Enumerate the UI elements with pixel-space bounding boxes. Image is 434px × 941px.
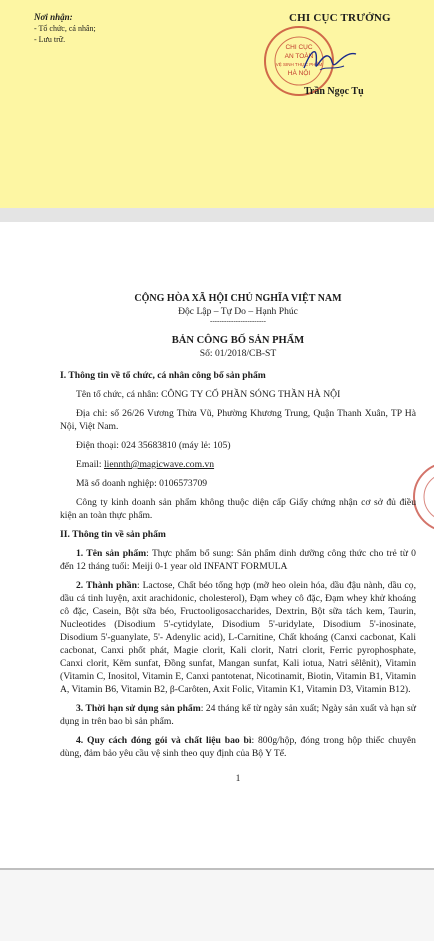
- signature: [300, 40, 360, 80]
- motto: Độc Lập – Tự Do – Hạnh Phúc: [178, 306, 298, 317]
- stamp-line: AN TOÀN: [284, 53, 314, 60]
- stamp-line: VỆ SINH THỰC PHẨM: [275, 62, 323, 67]
- section1-heading: I. Thông tin về tổ chức, cá nhân công bố sản phẩm: [60, 370, 266, 381]
- product-shelf-life: 3. Thời hạn sử dụng sản phẩm: 24 tháng kể từ ngày sản xuất; Ngày sản xuất và hạn sử dụng in trên bao bì sản phẩm.: [60, 703, 416, 727]
- org-email: [60, 458, 416, 471]
- recipients-block: [34, 12, 96, 45]
- recipients-title: Nơi nhận:: [34, 12, 73, 22]
- business-note: Công ty kinh doanh sản phẩm không thuộc diện cấp Giấy chứng nhận cơ sở đủ điều kiện an toàn thực phẩm.: [60, 497, 416, 521]
- chief-title: CHI CỤC TRƯỞNG: [289, 12, 391, 24]
- business-code: Mã số doanh nghiệp: 0106573709: [76, 478, 208, 489]
- nation-heading: CỘNG HÒA XÃ HỘI CHỦ NGHĨA VIỆT NAM: [134, 293, 342, 304]
- page-gap: [0, 208, 434, 222]
- org-name: Tên tổ chức, cá nhân: CÔNG TY CỔ PHẦN SÓNG THẦN HÀ NỘI: [76, 389, 341, 400]
- org-phone: Điện thoại: 024 35683810 (máy lẻ: 105): [76, 440, 231, 451]
- section2-heading: II. Thông tin về sản phẩm: [60, 529, 166, 540]
- document-number: Số: 01/2018/CB-ST: [199, 348, 277, 359]
- next-page-start: [0, 870, 434, 941]
- product-name: 1. Tên sản phẩm: Thực phẩm bổ sung: Sản phẩm dinh dưỡng công thức cho trẻ từ 0 đến 12 tháng tuổi: Meiji 0-1 year old INFANT FORMULA: [60, 548, 416, 572]
- product-packaging: 4. Quy cách đóng gói và chất liệu bao bì: 800g/hộp, đóng trong hộp thiếc chuyên dùng, đảm bảo yêu cầu vệ sinh theo quy định của Bộ Y Tế.: [60, 735, 416, 759]
- document-title: BẢN CÔNG BỐ SẢN PHẨM: [171, 335, 305, 346]
- product-ingredients: 2. Thành phần: Lactose, Chất béo tổng hợp (mỡ heo olein hóa, dầu đậu nành, dầu cọ, dầu cá tinh luyện, axit arachidonic, cholesterol), Đạm whey cô đặc, Đạm whey khử khoáng cô đặc, Casein, Bột sữa béo, Fructooligosaccharides, Dextrin, Bột sữa tách kem, Taurin, Nucleotides (Disodium 5'-cytidylate, Disodium 5'-uridylate, Disodium 5'-inosinate, Disodium 5'-guanylate, 5'- Adenylic acid), L-Carnitine, Chất khoáng (Canxi cacbonat, Kali cacbonat, Canxi phốt phát, Magie clorit, Kali clorit, Natri clorit, Ferric pyrophosphate, Canxi clorit, Kẽm sunfat, Đồng sunfat, Mangan sunfat, Kali iotua, Natri sêlênit), Vitamin (Vitamin C, Inositol, Vitamin E, Canxi pantotenat, Nicotinamit, Biotin, Vitamin B1, Vitamin A, Vitamin B6, Vitamin B2, β-Carôten, Axit Folic, Vitamin K1, Vitamin D3, Vitamin B12).: [60, 580, 416, 695]
- stamp-line: CHI CỤC: [285, 44, 313, 51]
- announcement-document: [60, 222, 416, 785]
- recipient-item: - Tổ chức, cá nhân;: [34, 24, 96, 33]
- motto-rule: ------------------------: [210, 317, 266, 325]
- org-address: Địa chỉ: số 26/26 Vương Thừa Vũ, Phường Khương Trung, Quận Thanh Xuân, TP Hà Nội, Việt Nam.: [60, 408, 416, 432]
- chief-name: Trần Ngọc Tụ: [304, 86, 364, 97]
- page-number: 1: [235, 773, 241, 784]
- email-link[interactable]: liennth@magicwave.com.vn: [103, 459, 215, 470]
- recipient-item: - Lưu trữ.: [34, 35, 66, 44]
- stamp-line: HÀ NỘI: [287, 70, 311, 77]
- email-label: Email:: [76, 459, 104, 470]
